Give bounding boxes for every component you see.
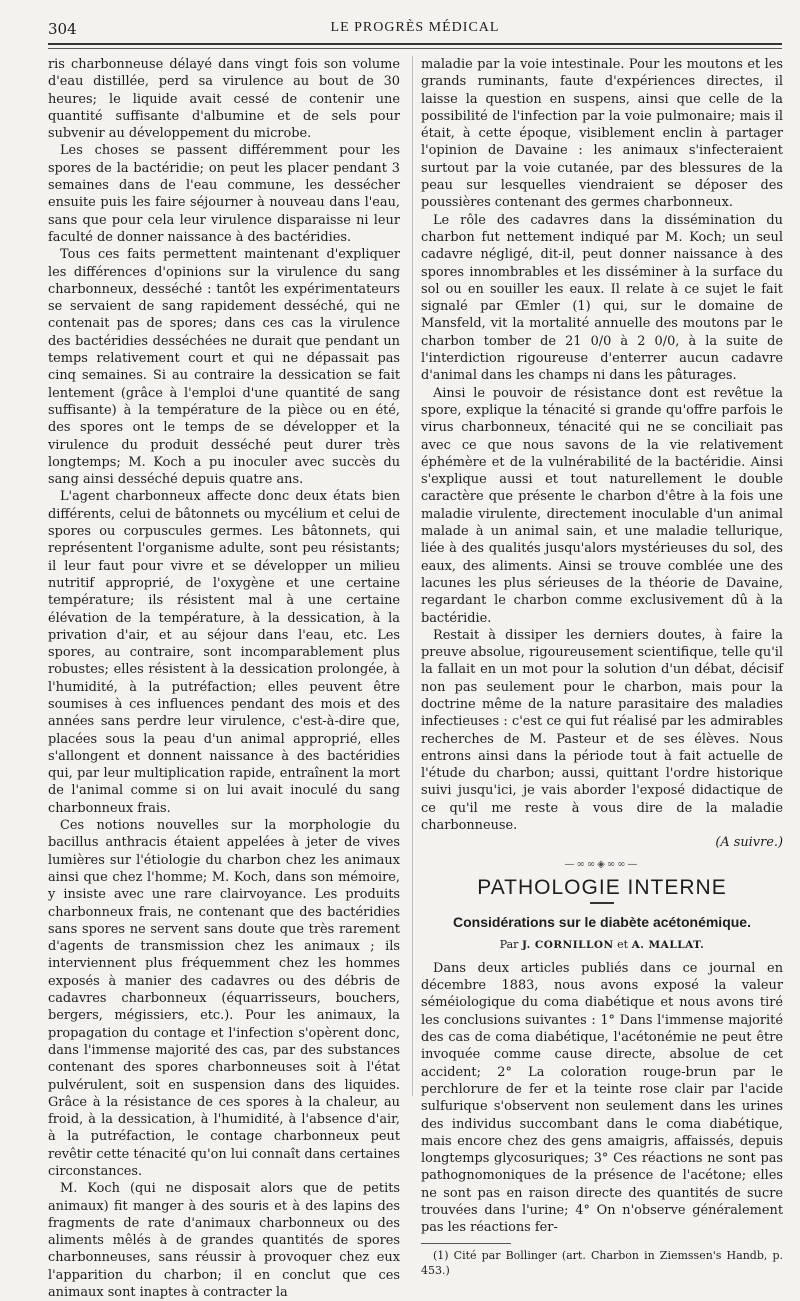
left-column [48, 56, 400, 1301]
running-header [48, 20, 782, 42]
paragraph: Le rôle des cadavres dans la dissémination du charbon fut nettement indiqué par M. Koch; un seul cadavre négligé, dit-il, peut donner naissance à des spores innombrables et les disséminer à la surface du sol ou en souiller les eaux. Il relate à ce sujet le fait signalé par Œmler (1) qui, sur le domaine de Mansfeld, vit la mortalité annuelle des moutons par le charbon tomber de 21 0/0 à 2 0/0, à la suite de l'interdiction rigoureuse d'enterrer aucun cadavre d'animal dans les champs ni dans les pâturages. [421, 212, 783, 384]
paragraph: Restait à dissiper les derniers doutes, à faire la preuve absolue, rigoureusement scientifique, telle qu'il la fallait en un mot pour la solution d'un débat, décisif non pas seulement pour le charbon, mais pour la doctrine même de la nature parasitaire des maladies infectieuses : c'est ce qui fut réalisé par les admirables recherches de M. Pasteur et de ses élèves. Nous entrons ainsi dans la période tout à fait actuelle de l'étude du charbon; aussi, quittant l'ordre historique suivi jusqu'ici, je vais aborder l'exposé didactique de ce qu'il me reste à vous dire de la maladie charbonneuse. [421, 627, 783, 834]
right-column [421, 56, 783, 1278]
footnote-rule [421, 1243, 511, 1244]
footnote: (1) Cité par Bollinger (art. Charbon in Ziemssen's Handb, p. 453.) [421, 1248, 783, 1277]
paragraph: M. Koch (qui ne disposait alors que de petits animaux) fit manger à des souris et à des lapins des fragments de rate d'animaux charbonneux ou des aliments mêlés à de grandes quantités de spores charbonneuses, sans réussir à provoquer chez eux l'apparition du charbon; il en conclut que ces animaux sont inaptes à contracter la [48, 1181, 400, 1301]
journal-title: LE PROGRÈS MÉDICAL [330, 20, 500, 35]
header-rule-thin [48, 48, 782, 49]
paragraph: L'agent charbonneux affecte donc deux états bien différents, celui de bâtonnets ou mycélium et celui de spores ou corpuscules germes. Les bâtonnets, qui représentent l'organisme adulte, sont peu résistants; il leur faut pour vivre et se développer un milieu nutritif approprié, de l'oxygène et une certaine température; ils résistent mal à une certaine élévation de la température, à la dessication, à la privation d'air, et au séjour dans l'eau, etc. Les spores, au contraire, sont incomparablement plus robustes; elles résistent à la dessication prolongée, à l'humidité, à la putréfaction; elles peuvent être soumises à ces influences pendant des mois et des années sans perdre leur virulence, c'est-à-dire que, placées sous la peau d'un animal approprié, elles s'allongent et donnent naissance à des bactéridies qui, par leur multiplication rapide, entraînent la mort de l'animal comme si on lui avait inoculé du sang charbonneux frais. [48, 489, 400, 816]
paragraph: Ainsi le pouvoir de résistance dont est revêtue la spore, explique la ténacité si grande qu'offre parfois le virus charbonneux, ténacité qui ne se conciliait pas avec ce que nous savons de la vie relativement éphémère et de la vulnérabilité de la bactéridie. Ainsi s'explique aussi et tout naturellement le double caractère que présente le charbon d'être à la fois une maladie virulente, directement inoculable d'un animal malade à un animal sain, et une maladie tellurique, liée à des qualités jusqu'alors mystérieuses du sol, des eaux, des aliments. Ainsi se trouve comblée une des lacunes les plus sérieuses de la théorie de Davaine, regardant le charbon comme exclusivement dû à la bactéridie. [421, 385, 783, 626]
author-name: A. MALLAT. [631, 938, 705, 951]
paragraph: Ces notions nouvelles sur la morphologie du bacillus anthracis étaient appelées à jeter de vives lumières sur l'étiologie du charbon chez les animaux ainsi que chez l'homme; M. Koch, dans son mémoire, y insiste avec une rare clairvoyance. Les produits charbonneux frais, ne contenant que des bactéridies sans spores ne servent sans doute que très rarement d'agents de transmission chez les animaux ; ils interviennent plus fréquemment chez les hommes exposés à manier des cadavres ou des débris de cadavres charbonneux (équarrisseurs, bouchers, bergers, mégissiers, etc.). Pour les animaux, la propagation du contage et l'infection s'opèrent donc, dans l'immense majorité des cas, par des substances contenant des spores charbonneuses soit à l'état pulvérulent, soit en suspension dans des liquides. Grâce à la résistance de ces spores à la chaleur, au froid, à la dessication, à l'humidité, à l'absence d'air, à la putréfaction, le contage charbonneux peut revêtir cette ténacité qu'on lui connaît dans certaines circonstances. [48, 818, 400, 1179]
article-body: Dans deux articles publiés dans ce journal en décembre 1883, nous avons exposé la valeur séméiologique du coma diabétique et nous avons tiré les conclusions suivantes : 1° Dans l'immense majorité des cas de coma diabétique, l'acétonémie ne peut être invoquée comme cause directe, absolue de cet accident; 2° La coloration rouge-brun par le perchlorure de fer et la teinte rose clair par l'acide sulfurique s'observent non seulement dans les urines des individus succombant dans le coma diabétique, mais encore chez des gens amaigris, affaissés, depuis longtemps glycosuriques; 3° Ces réactions ne sont pas pathognomoniques de la présence de l'acétone; elles ne sont pas en raison directe des quantités de sucre trouvées dans l'urine; 4° On n'observe généralement pas les réactions fer- [421, 960, 783, 1236]
to-follow-note: (A suivre.) [715, 835, 783, 851]
column-divider [412, 56, 413, 1096]
section-title: PATHOLOGIE INTERNE [477, 875, 727, 899]
paragraph: Les choses se passent différemment pour les spores de la bactéridie; on peut les placer pendant 3 semaines dans de l'eau commune, les dessécher ensuite puis les faire séjourner à nouveau dans l'eau, sans que pour cela leur virulence disparaisse ni leur faculté de donner naissance à des bactéridies. [48, 143, 400, 245]
article-title: Considérations sur le diabète acétonémique. [453, 914, 751, 931]
ornament-divider: —∞∞◈∞∞— [564, 858, 640, 870]
section-dash [590, 902, 614, 904]
author-name: J. CORNILLON [521, 938, 614, 951]
page-number: 304 [48, 20, 77, 38]
header-rule [48, 43, 782, 45]
paragraph: ris charbonneuse délayé dans vingt fois son volume d'eau distillée, perd sa virulence au bout de 30 heures; le liquide avait cessé de contenir une quantité suffisante d'albumine et de sels pour subvenir au développement du microbe. [48, 57, 400, 142]
paragraph: maladie par la voie intestinale. Pour les moutons et les grands ruminants, faute d'expériences directes, il laisse la question en suspens, ainsi que celle de la possibilité de l'infection par la voie pulmonaire; mais il était, à cette époque, visiblement enclin à partager l'opinion de Davaine : les animaux s'infecteraient surtout par la voie cutanée, par des blessures de la peau sur lesquelles viendraient se déposer des poussières contenant des germes charbonneux. [421, 57, 783, 211]
paragraph: Tous ces faits permettent maintenant d'expliquer les différences d'opinions sur la virulence du sang charbonneux, desséché : tantôt les expérimentateurs se servaient de sang rapidement desséché, qui ne contenait pas de spores; dans ces cas la virulence des bactéridies desséchées ne durait que pendant un temps relativement court et qui ne dépassait pas cinq semaines. Si au contraire la dessication se fait lentement (grâce à l'emploi d'une quantité de sang suffisante) à la température de la pièce ou en été, des spores ont le temps de se développer et la virulence du produit desséché peut durer très longtemps; M. Koch a pu inoculer avec succès du sang ainsi desséché depuis quatre ans. [48, 247, 400, 488]
byline: Par J. CORNILLON et A. MALLAT. [499, 937, 705, 951]
